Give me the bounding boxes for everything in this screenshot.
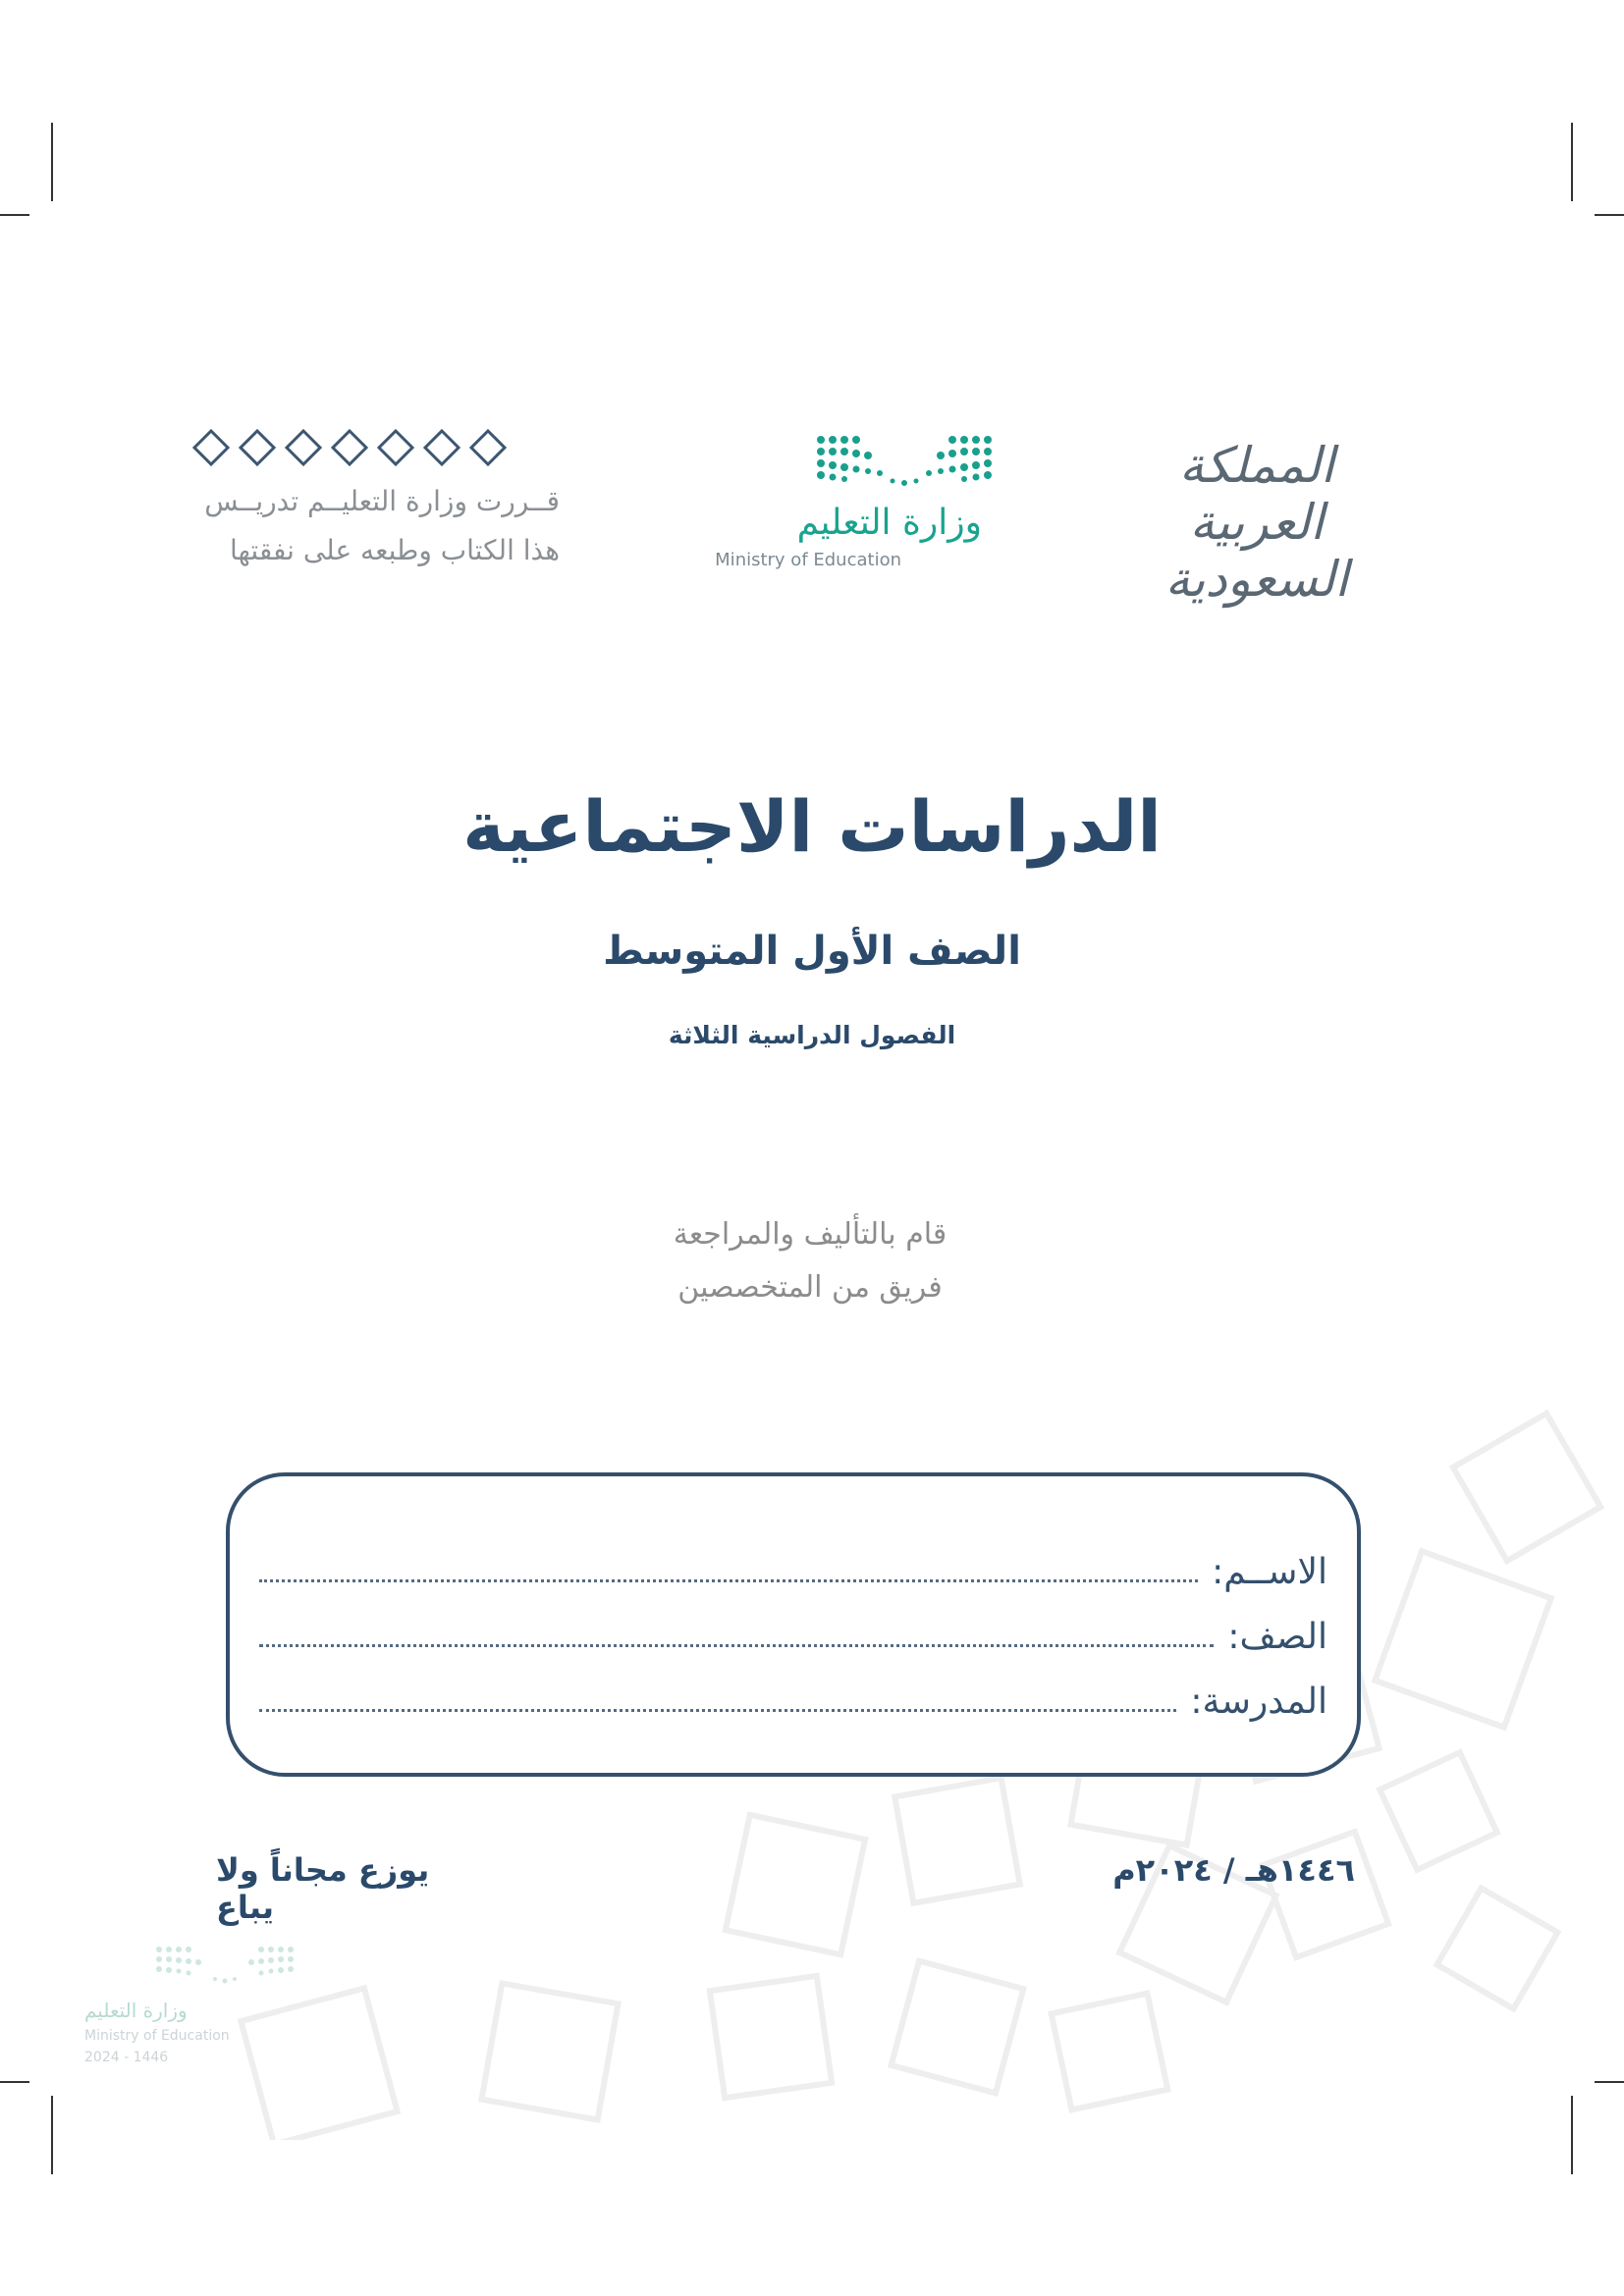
name-line	[259, 1579, 1198, 1582]
terms-label: الفصول الدراسية الثلاثة	[668, 1021, 956, 1049]
crop-mark	[1571, 123, 1573, 201]
watermark-ministry-en: Ministry of Education	[84, 2028, 230, 2044]
school-line	[259, 1709, 1176, 1712]
class-line	[259, 1644, 1214, 1647]
ministry-name-ar: وزارة التعليم	[796, 503, 982, 543]
watermark-year: 2024 - 1446	[84, 2050, 169, 2065]
ministry-name-en: Ministry of Education	[715, 550, 901, 570]
school-field[interactable]	[259, 1665, 1327, 1720]
watermark-logo-icon	[151, 1944, 298, 1993]
book-title: الدراسات الاجتماعية	[462, 785, 1162, 868]
class-label: الصف:	[1227, 1617, 1327, 1657]
kingdom-logo: المملكة العربية السعودية	[1164, 437, 1349, 608]
author-line-2: فريق من المتخصصين	[677, 1270, 943, 1305]
publication-year: ١٤٤٦هـ / ٢٠٢٤م	[1112, 1851, 1355, 1889]
name-field[interactable]	[259, 1535, 1327, 1590]
decree-line-1: قــررت وزارة التعليــم تدريــس	[204, 485, 560, 517]
author-line-1: قام بالتأليف والمراجعة	[673, 1217, 947, 1252]
decree-line-2: هذا الكتاب وطبعه على نفقتها	[229, 534, 560, 566]
school-label: المدرسة:	[1190, 1682, 1327, 1722]
class-field[interactable]	[259, 1600, 1327, 1655]
ministry-logo-icon	[811, 432, 998, 497]
crop-mark	[1595, 214, 1624, 216]
name-label: الاســم:	[1212, 1552, 1327, 1592]
free-distribution-note: يوزع مجاناً ولا يباع	[216, 1851, 430, 1926]
crop-mark	[51, 123, 53, 201]
crop-mark	[0, 214, 29, 216]
diamond-row-icon	[191, 428, 515, 467]
grade-level: الصف الأول المتوسط	[603, 929, 1021, 974]
watermark-ministry-ar: وزارة التعليم	[84, 1999, 188, 2022]
student-info-box	[226, 1472, 1361, 1777]
